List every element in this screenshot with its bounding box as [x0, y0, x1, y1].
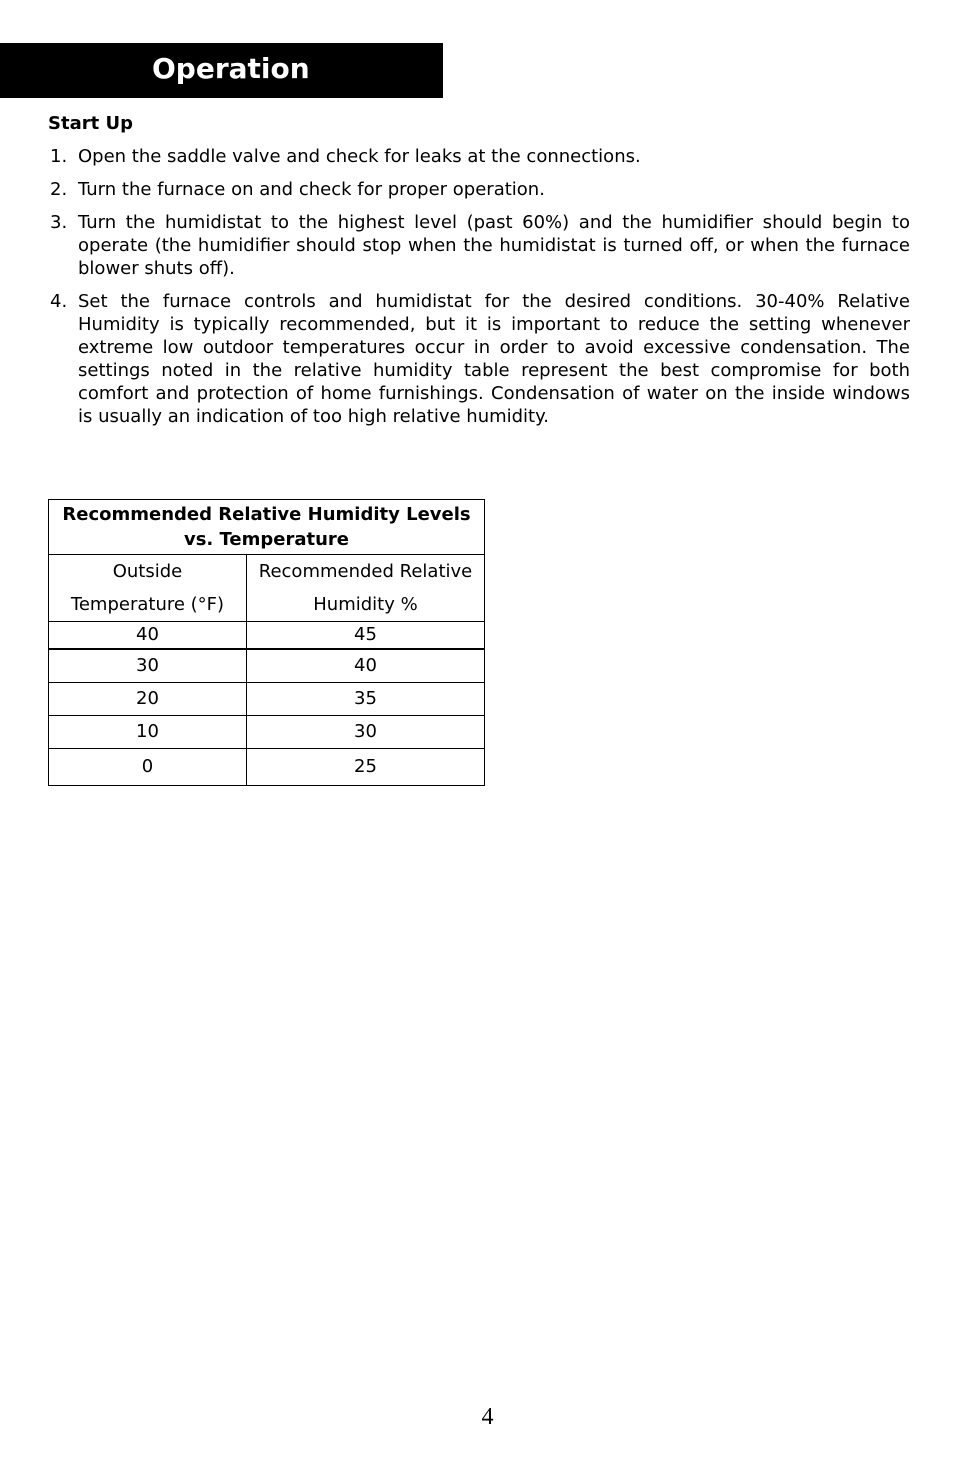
step-number: 4. — [50, 291, 68, 312]
cell-humidity: 40 — [247, 649, 485, 683]
page-number: 4 — [481, 1404, 494, 1430]
cell-temperature: 10 — [49, 716, 247, 749]
table-row — [49, 649, 485, 683]
column-header-line: Outside — [112, 561, 183, 582]
cell-humidity: 25 — [247, 749, 485, 786]
list-item — [48, 211, 910, 280]
column-header-line: Temperature (°F) — [70, 594, 225, 615]
cell-temperature: 0 — [49, 749, 247, 786]
table-row — [49, 622, 485, 650]
column-header-humidity — [247, 555, 485, 622]
list-item — [48, 178, 910, 201]
cell-humidity: 35 — [247, 683, 485, 716]
section-heading: Start Up — [48, 113, 133, 134]
column-header-line: Recommended Relative — [258, 561, 473, 582]
step-number: 3. — [50, 212, 68, 233]
table-caption — [49, 500, 485, 555]
step-text: Turn the furnace on and check for proper operation. — [78, 179, 545, 200]
step-number: 1. — [50, 146, 68, 167]
cell-temperature: 40 — [49, 622, 247, 650]
page-title: Operation — [152, 52, 310, 85]
cell-humidity: 45 — [247, 622, 485, 650]
step-text: Set the furnace controls and humidistat for the desired conditions. 30-40% Relative Humidity is typically recommended, but it is important to reduce the setting whenever extreme low outdoor temperatures occur in order to avoid excessive condensation. The settings noted in the relative humidity table represent the best compromise for both comfort and protection of home furnishings. Condensation of water on the inside windows is usually an indication of too high relative humidity. — [78, 291, 910, 427]
table-row — [49, 683, 485, 716]
cell-temperature: 30 — [49, 649, 247, 683]
cell-humidity: 30 — [247, 716, 485, 749]
column-header-temperature — [49, 555, 247, 622]
table-row — [49, 716, 485, 749]
list-item — [48, 290, 910, 428]
list-item — [48, 145, 910, 168]
step-text: Turn the humidistat to the highest level (past 60%) and the humidifier should begin to operate (the humidifier should stop when the humidistat is turned off, or when the furnace blower shuts off). — [78, 212, 910, 279]
steps-list — [48, 145, 910, 438]
column-header-line: Humidity % — [313, 594, 418, 615]
humidity-table — [48, 499, 485, 786]
table-caption-line: Recommended Relative Humidity Levels — [62, 504, 471, 525]
step-text: Open the saddle valve and check for leaks at the connections. — [78, 146, 641, 167]
table-caption-line: vs. Temperature — [183, 529, 350, 550]
table-row — [49, 749, 485, 786]
step-number: 2. — [50, 179, 68, 200]
cell-temperature: 20 — [49, 683, 247, 716]
